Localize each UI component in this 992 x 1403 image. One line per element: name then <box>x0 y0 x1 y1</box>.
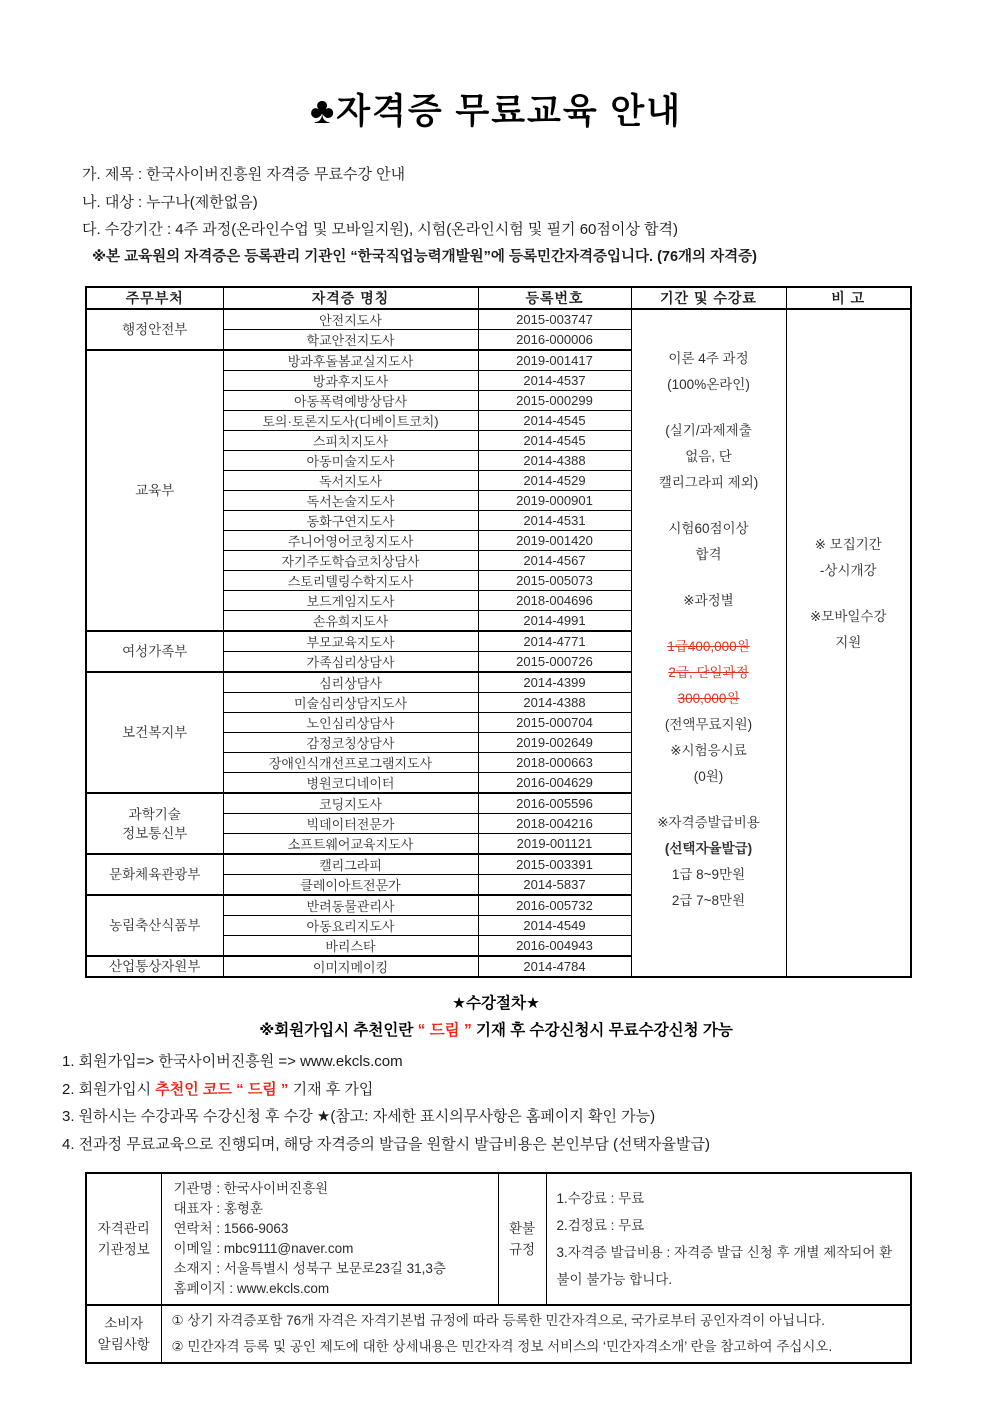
cert-name-cell: 아동미술지도사 <box>223 451 478 471</box>
cert-reg-cell: 2018-000663 <box>478 753 631 773</box>
consumer-line-1: ① 상기 자격증포함 76개 자격은 자격기본법 규정에 따라 등록한 민간자격으로, 국가로부터 공인자격이 아닙니다. <box>171 1313 825 1328</box>
spacer <box>632 398 786 418</box>
cert-name-cell: 독서논술지도사 <box>223 491 478 511</box>
fee-line: ※시험응시료 <box>670 743 747 758</box>
header-ministry: 주무부처 <box>86 287 223 309</box>
fee-line: (100%온라인) <box>667 377 750 392</box>
cert-reg-cell: 2014-4531 <box>478 511 631 531</box>
cert-name-cell: 바리스타 <box>223 936 478 957</box>
consumer-label-cell <box>86 1305 161 1363</box>
fee-line: 이론 4주 과정 <box>668 351 749 366</box>
cert-name-cell: 방과후지도사 <box>223 371 478 391</box>
cert-table-body <box>86 309 911 977</box>
cert-name-cell: 소프트웨어교육지도사 <box>223 834 478 855</box>
remark-line: ※모바일수강 <box>809 609 887 624</box>
org-phone: 연락처 : 1566-9063 <box>173 1221 289 1236</box>
intro-line-period: 다. 수강기간 : 4주 과정(온라인수업 및 모바일지원), 시험(온라인시험 및 필기 60점이상 합격) <box>82 221 679 238</box>
fee-line: 300,000원 <box>677 691 740 706</box>
remark-line: ※ 모집기간 <box>814 537 882 552</box>
refund-line-1: 1.수강료 : 무료 <box>556 1191 645 1206</box>
intro-line-subject: 가. 제목 : 한국사이버진흥원 자격증 무료수강 안내 <box>82 166 406 183</box>
cert-reg-cell: 2015-000299 <box>478 391 631 411</box>
consumer-text-cell <box>161 1305 911 1363</box>
refund-line-3: 3.자격증 발급비용 : 자격증 발급 신청 후 개별 제작되어 환불이 불가능 합니다. <box>556 1245 893 1287</box>
cert-reg-cell: 2019-001121 <box>478 834 631 855</box>
spacer <box>787 584 911 604</box>
cert-reg-cell: 2016-004943 <box>478 936 631 957</box>
cert-name-cell: 학교안전지도사 <box>223 330 478 351</box>
cert-reg-cell: 2015-003747 <box>478 309 631 330</box>
cert-reg-cell: 2014-4399 <box>478 672 631 693</box>
cert-reg-cell: 2014-4549 <box>478 916 631 936</box>
cert-name-cell: 방과후돌봄교실지도사 <box>223 350 478 371</box>
cert-reg-cell: 2014-4545 <box>478 411 631 431</box>
ministry-cell: 산업통상자원부 <box>86 956 223 977</box>
cert-name-cell: 이미지메이킹 <box>223 956 478 977</box>
cert-row <box>86 309 911 330</box>
fee-line: (0원) <box>693 769 724 784</box>
org-info-row <box>86 1173 911 1305</box>
cert-name-cell: 심리상담사 <box>223 672 478 693</box>
consumer-line-2: ② 민간자격 등록 및 공인 제도에 대한 상세내용은 민간자격 정보 서비스의 ‘민간자격소개’ 란을 참고하여 주십시오. <box>171 1339 833 1354</box>
spacer <box>632 496 786 516</box>
cert-name-cell: 미술심리상담지도사 <box>223 693 478 713</box>
step-2-pre: 2. 회원가입시 <box>62 1080 156 1098</box>
org-info-cell <box>161 1173 498 1305</box>
cert-reg-cell: 2015-000704 <box>478 713 631 733</box>
fee-line: 시험60점이상 <box>668 521 749 536</box>
cert-reg-cell: 2014-4537 <box>478 371 631 391</box>
fee-line: ※자격증발급비용 <box>657 815 760 830</box>
fee-line: 합격 <box>695 547 722 562</box>
cert-name-cell: 가족심리상담사 <box>223 652 478 673</box>
cert-name-cell: 코딩지도사 <box>223 793 478 814</box>
header-cert-name: 자격증 명칭 <box>223 287 478 309</box>
ministry-cell: 보건복지부 <box>86 672 223 793</box>
fee-line: 1급400,000원 <box>667 639 750 654</box>
procedure-note-pre: ※회원가입시 추천인란 <box>259 1022 418 1039</box>
cert-reg-cell: 2014-5837 <box>478 875 631 896</box>
page-title-text: 자격증 무료교육 안내 <box>336 92 683 131</box>
cert-reg-cell: 2019-001420 <box>478 531 631 551</box>
cert-name-cell: 독서지도사 <box>223 471 478 491</box>
cert-reg-cell: 2014-4567 <box>478 551 631 571</box>
ministry-cell: 농림축산식품부 <box>86 895 223 956</box>
org-address: 소재지 : 서울특별시 성북구 보문로23길 31,3층 <box>173 1261 446 1276</box>
cert-name-cell: 캘리그라피 <box>223 854 478 875</box>
refund-label-line2: 규정 <box>508 1242 536 1257</box>
cert-name-cell: 장애인식개선프로그램지도사 <box>223 753 478 773</box>
org-label-line1: 자격관리 <box>97 1221 150 1236</box>
cert-name-cell: 감정코칭상담사 <box>223 733 478 753</box>
cert-reg-cell: 2016-005596 <box>478 793 631 814</box>
intro-line-target: 나. 대상 : 누구나(제한없음) <box>82 193 258 211</box>
cert-reg-cell: 2015-005073 <box>478 571 631 591</box>
fee-line: (전액무료지원) <box>664 717 753 732</box>
procedure-note-post: 기재 후 수강신청시 무료수강신청 가능 <box>471 1022 733 1039</box>
org-name: 기관명 : 한국사이버진흥원 <box>173 1181 329 1196</box>
cert-reg-cell: 2014-4388 <box>478 451 631 471</box>
cert-reg-cell: 2014-4388 <box>478 693 631 713</box>
ministry-cell: 여성가족부 <box>86 631 223 672</box>
spacer <box>632 790 786 810</box>
cert-reg-cell: 2018-004216 <box>478 814 631 834</box>
table-header-row <box>86 287 911 309</box>
step-4: 4. 전과정 무료교육으로 진행되며, 해당 자격증의 발급을 원할시 발급비용은 본인부담 (선택자율발급) <box>62 1135 710 1153</box>
header-reg-no: 등록번호 <box>478 287 631 309</box>
intro-note: ※본 교육원의 자격증은 등록관리 기관인 “한국직업능력개발원”에 등록민간자격증입니다. (76개의 자격증) <box>92 248 757 265</box>
org-website: 홈페이지 : www.ekcls.com <box>173 1281 330 1296</box>
cert-reg-cell: 2014-4529 <box>478 471 631 491</box>
cert-name-cell: 자기주도학습코치상담사 <box>223 551 478 571</box>
cert-name-cell: 클레이아트전문가 <box>223 875 478 896</box>
cert-name-cell: 토의·토론지도사(디베이트코치) <box>223 411 478 431</box>
fee-line: (실기/과제제출 <box>665 423 752 438</box>
refund-line-2: 2.검정료 : 무료 <box>556 1218 645 1233</box>
step-1: 1. 회원가입=> 한국사이버진흥원 => www.ekcls.com <box>62 1053 403 1070</box>
cert-name-cell: 스토리텔링수학지도사 <box>223 571 478 591</box>
page-title <box>0 0 992 137</box>
ministry-cell: 행정안전부 <box>86 309 223 350</box>
procedure-note-highlight: “ 드림 ” <box>417 1022 472 1039</box>
header-fee: 기간 및 수강료 <box>631 287 786 309</box>
cert-reg-cell: 2015-003391 <box>478 854 631 875</box>
cert-reg-cell: 2014-4771 <box>478 631 631 652</box>
cert-reg-cell: 2014-4784 <box>478 956 631 977</box>
cert-reg-cell: 2014-4545 <box>478 431 631 451</box>
club-icon: ♣ <box>309 90 337 131</box>
cert-reg-cell: 2019-000901 <box>478 491 631 511</box>
cert-reg-cell: 2016-005732 <box>478 895 631 916</box>
cert-reg-cell: 2015-000726 <box>478 652 631 673</box>
cert-name-cell: 안전지도사 <box>223 309 478 330</box>
cert-reg-cell: 2014-4991 <box>478 611 631 632</box>
cert-reg-cell: 2019-001417 <box>478 350 631 371</box>
procedure-title: ★수강절차★ <box>452 995 540 1012</box>
step-3: 3. 원하시는 수강과목 수강신청 후 수강 ★(참고: 자세한 표시의무사항은 홈페이지 확인 가능) <box>62 1108 656 1125</box>
fee-line: ※과정별 <box>683 593 734 608</box>
consumer-label-line2: 알림사항 <box>97 1337 150 1352</box>
ministry-cell: 교육부 <box>86 350 223 631</box>
spacer <box>632 568 786 588</box>
org-representative: 대표자 : 홍형훈 <box>173 1201 263 1216</box>
ministry-cell: 문화체육관광부 <box>86 854 223 895</box>
cert-name-cell: 아동폭력예방상담사 <box>223 391 478 411</box>
remark-line: 지원 <box>835 635 862 650</box>
cert-reg-cell: 2016-000006 <box>478 330 631 351</box>
cert-name-cell: 빅데이터전문가 <box>223 814 478 834</box>
spacer <box>632 614 786 634</box>
org-label-line2: 기관정보 <box>97 1242 150 1257</box>
cert-name-cell: 노인심리상담사 <box>223 713 478 733</box>
fee-line: (선택자율발급) <box>664 841 753 856</box>
cert-name-cell: 주니어영어코칭지도사 <box>223 531 478 551</box>
procedure-steps <box>62 1048 992 1158</box>
org-info-table <box>85 1172 912 1364</box>
org-email: 이메일 : mbc9111@naver.com <box>173 1241 354 1256</box>
cert-name-cell: 아동요리지도사 <box>223 916 478 936</box>
header-remark: 비 고 <box>786 287 911 309</box>
cert-reg-cell: 2016-004629 <box>478 773 631 794</box>
org-label-cell <box>86 1173 161 1305</box>
fee-line: 1급 8~9만원 <box>671 867 746 882</box>
consumer-label-line1: 소비자 <box>104 1316 144 1331</box>
intro-section <box>82 161 992 271</box>
step-2-highlight: 추천인 코드 “ 드림 ” <box>155 1080 289 1098</box>
refund-label-line1: 환불 <box>508 1221 536 1236</box>
step-2 <box>62 1076 992 1104</box>
consumer-notice-row <box>86 1305 911 1363</box>
refund-label-cell <box>498 1173 546 1305</box>
fee-cell <box>631 309 786 977</box>
cert-reg-cell: 2019-002649 <box>478 733 631 753</box>
cert-name-cell: 스피치지도사 <box>223 431 478 451</box>
cert-name-cell: 손유희지도사 <box>223 611 478 632</box>
remark-cell <box>786 309 911 977</box>
ministry-cell: 과학기술 정보통신부 <box>86 793 223 854</box>
refund-text-cell <box>546 1173 911 1305</box>
cert-name-cell: 동화구연지도사 <box>223 511 478 531</box>
cert-name-cell: 보드게임지도사 <box>223 591 478 611</box>
cert-name-cell: 병원코디네이터 <box>223 773 478 794</box>
fee-line: 2급 7~8만원 <box>671 893 746 908</box>
fee-line: 캘리그라피 제외) <box>658 475 759 490</box>
remark-line: -상시개강 <box>819 563 877 578</box>
certificate-table <box>85 286 912 978</box>
cert-reg-cell: 2018-004696 <box>478 591 631 611</box>
procedure-note <box>0 1018 992 1040</box>
fee-line: 없음, 단 <box>685 449 732 464</box>
cert-name-cell: 반려동물관리사 <box>223 895 478 916</box>
step-2-post: 기재 후 가입 <box>288 1080 374 1098</box>
cert-name-cell: 부모교육지도사 <box>223 631 478 652</box>
fee-line: 2급, 단일과정 <box>668 665 749 680</box>
